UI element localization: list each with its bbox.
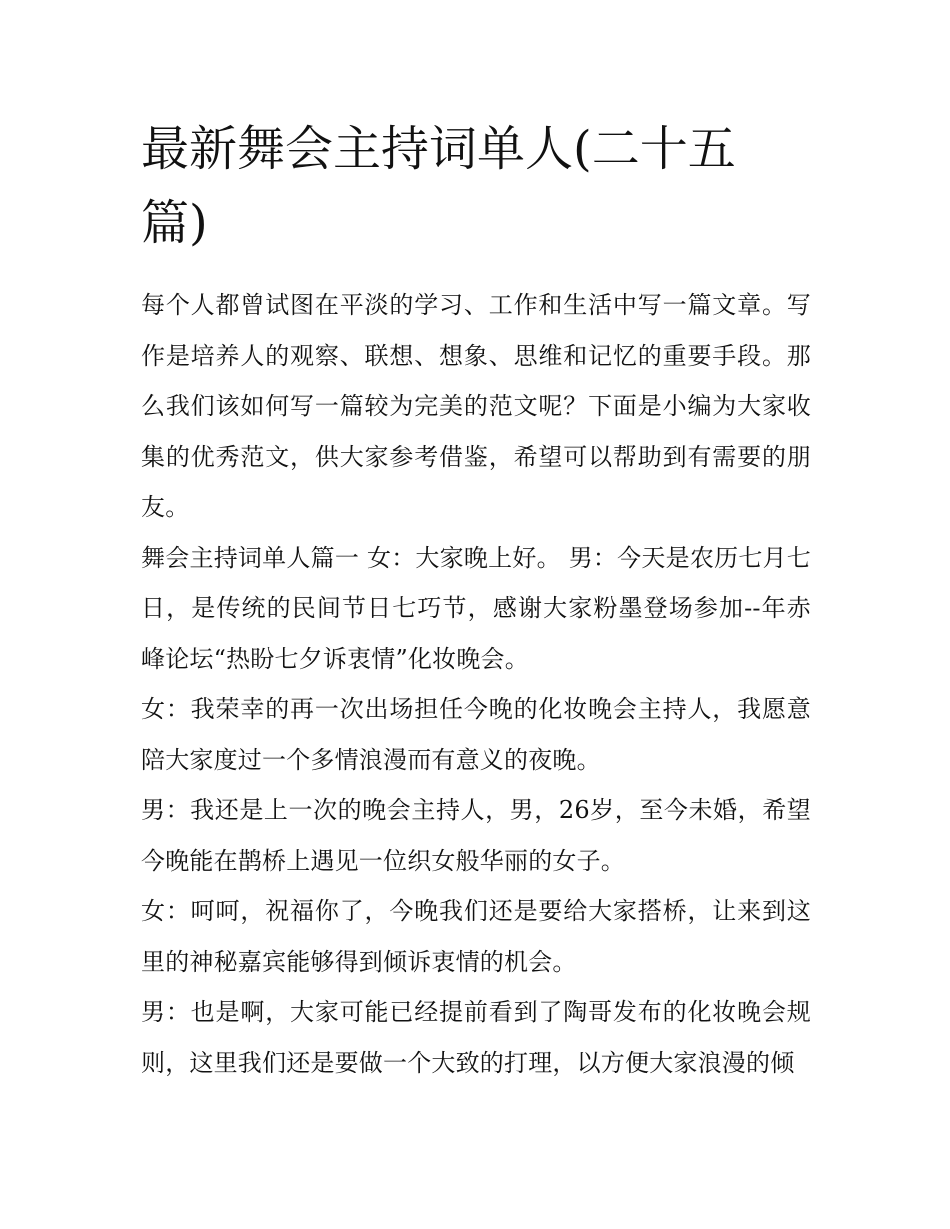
document-body (141, 280, 811, 1088)
document-content (141, 112, 811, 1088)
paragraph-male-rules: 男：也是啊，大家可能已经提前看到了陶哥发布的化妆晚会规则，这里我们还是要做一个大致的打理，以方便大家浪漫的倾 (141, 998, 811, 1077)
paragraph-intro: 每个人都曾试图在平淡的学习、工作和生活中写一篇文章。写作是培养人的观察、联想、想象、思维和记忆的重要手段。那么我们该如何写一篇较为完美的范文呢？下面是小编为大家收集的优秀范文，供大家参考借鉴，希望可以帮助到有需要的朋友。 (141, 291, 811, 521)
paragraph-opening: 舞会主持词单人篇一 女：大家晚上好。 男：今天是农历七月七日，是传统的民间节日七巧节，感谢大家粉墨登场参加--年赤峰论坛“热盼七夕诉衷情”化妆晚会。 (141, 543, 811, 673)
paragraph-male-host: 男：我还是上一次的晚会主持人，男，26岁，至今未婚，希望今晚能在鹊桥上遇见一位织女般华丽的女子。 (141, 796, 811, 875)
document-title: 最新舞会主持词单人(二十五篇) (141, 121, 736, 251)
paragraph-female-host: 女：我荣幸的再一次出场担任今晚的化妆晚会主持人，我愿意陪大家度过一个多情浪漫而有意义的夜晚。 (141, 695, 811, 774)
paragraph-female-blessing: 女：呵呵，祝福你了，今晚我们还是要给大家搭桥，让来到这里的神秘嘉宾能够得到倾诉衷情的机会。 (141, 897, 811, 976)
